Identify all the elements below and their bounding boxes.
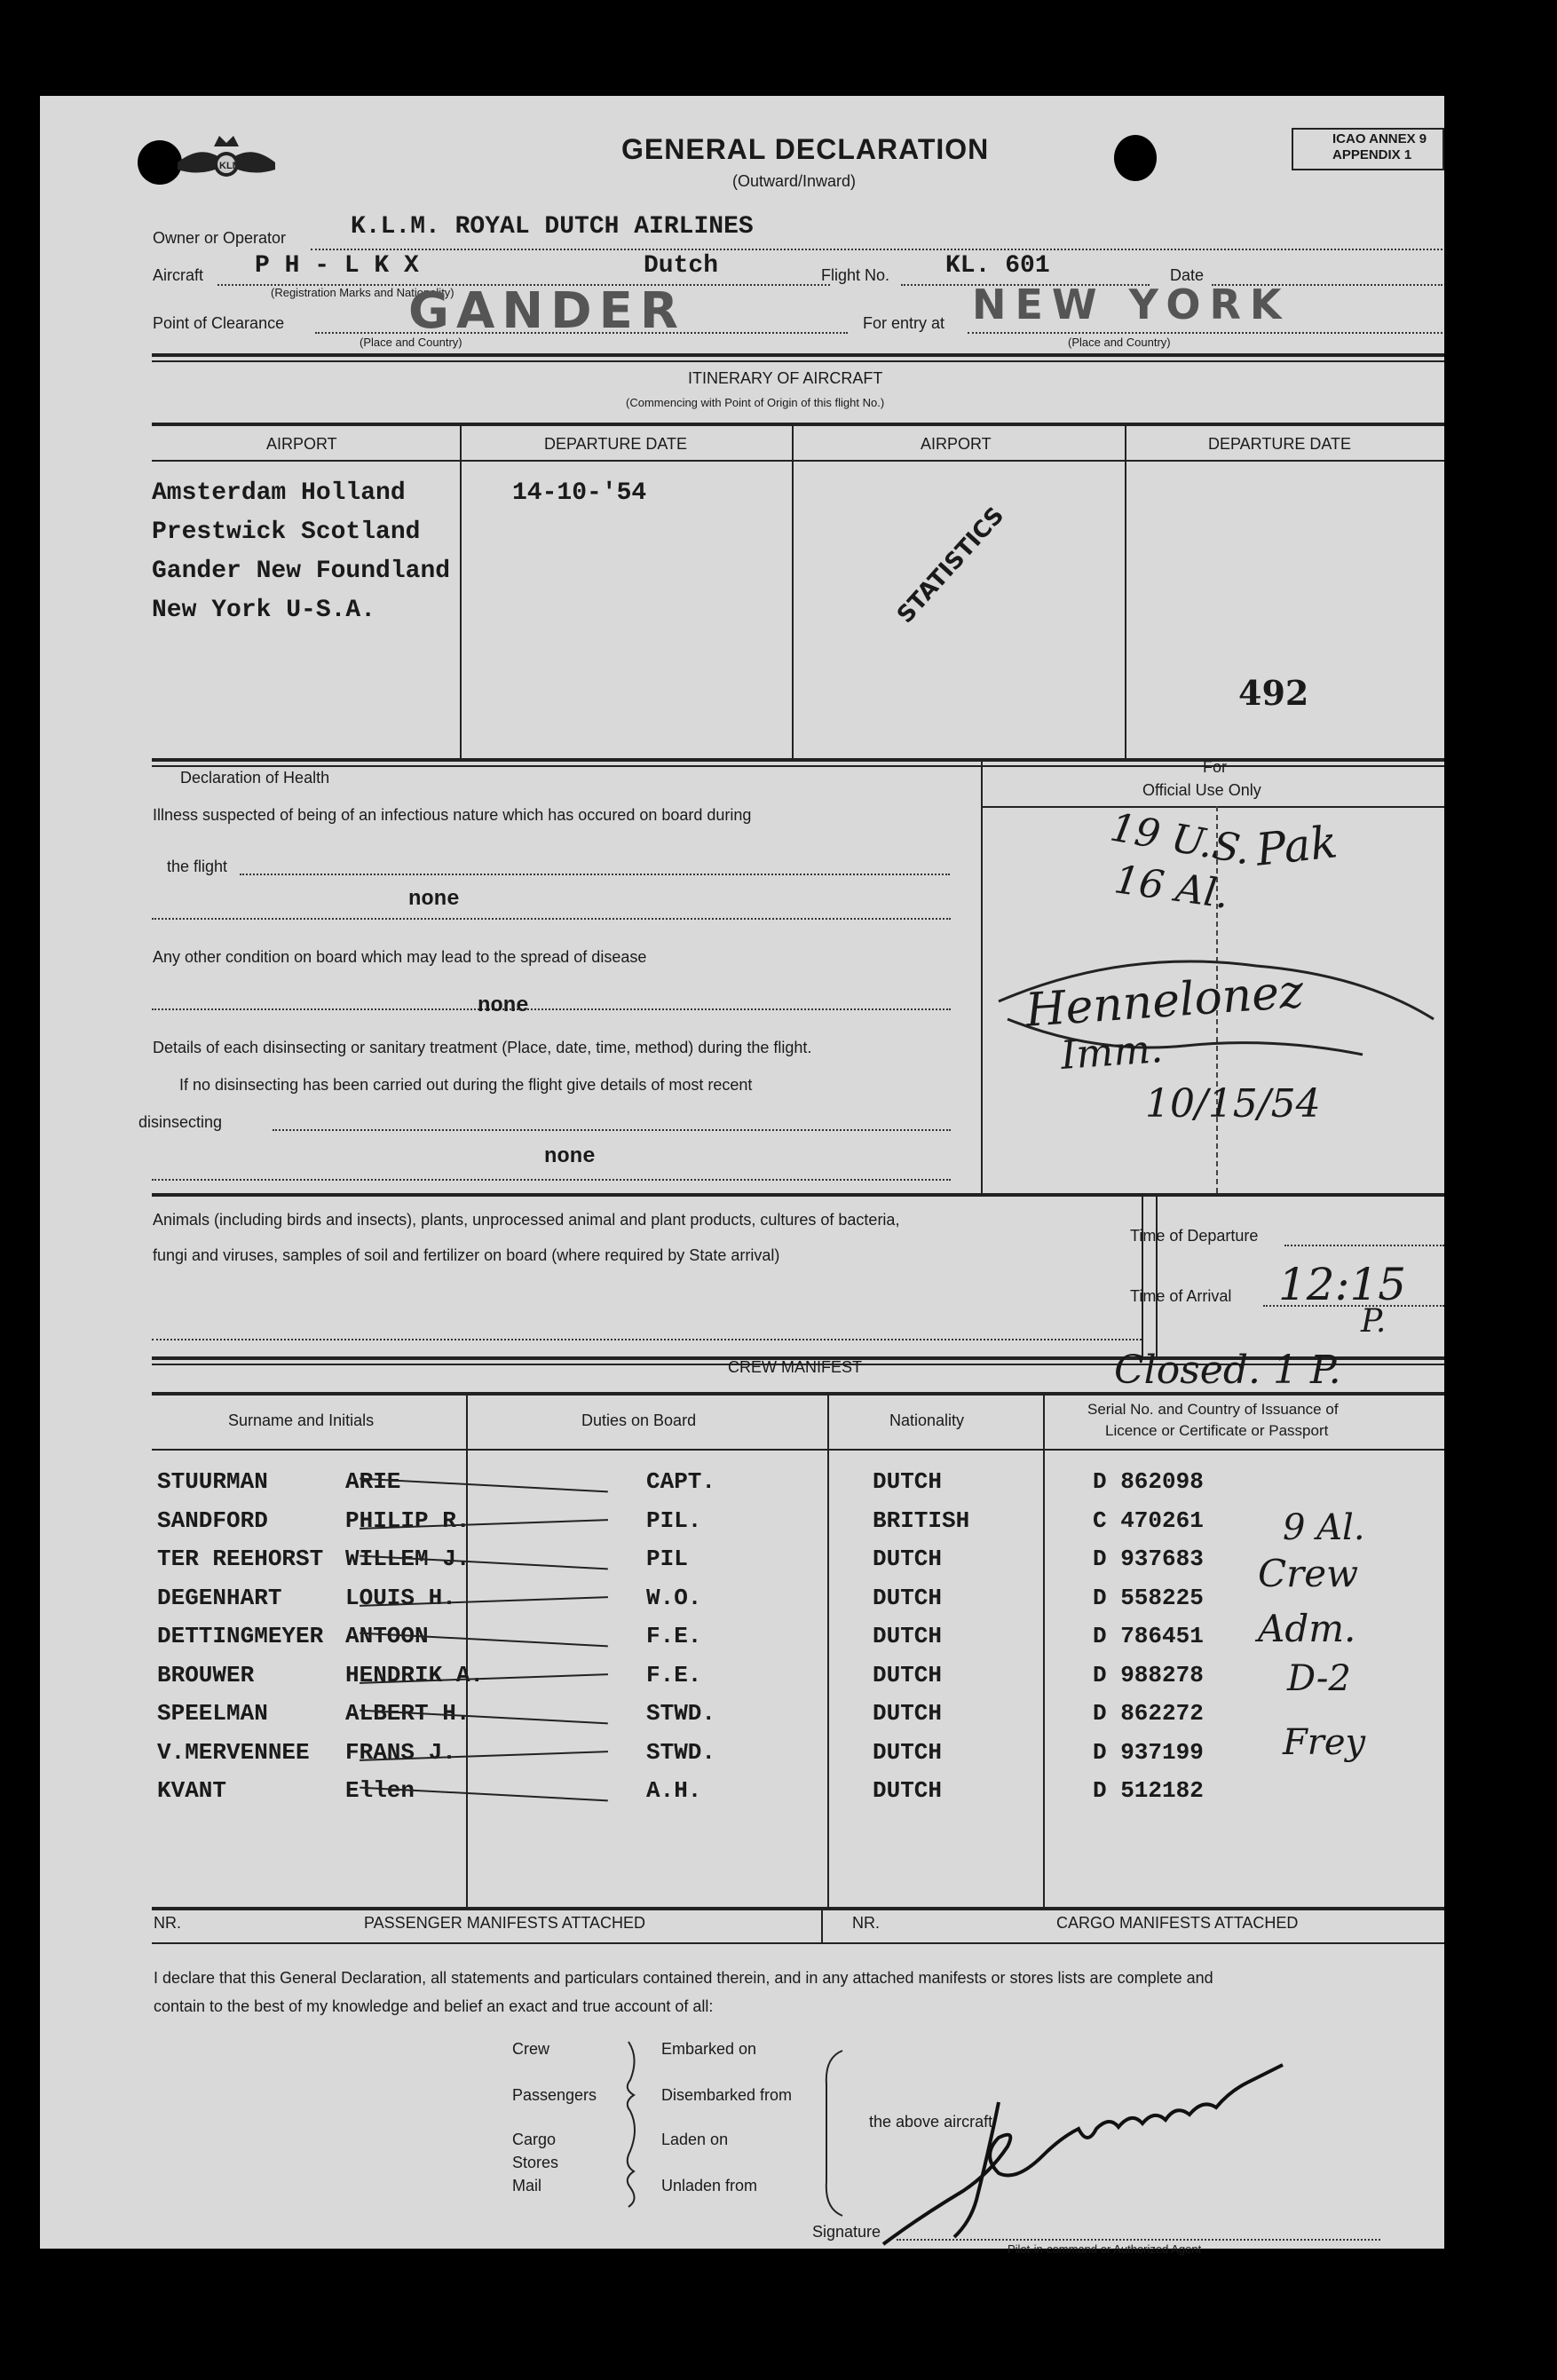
itinerary-airport: Amsterdam Holland [152,479,406,507]
crew-serial: D 937683 [1093,1546,1204,1572]
crew-duty: STWD. [646,1738,716,1766]
date-label: Date [1170,266,1205,284]
brace [621,2040,648,2209]
owner-label: Owner or Operator [153,229,287,247]
passenger-nr: NR. [154,1914,181,1932]
crew-duty: W.O. [646,1584,702,1611]
entry-label: For entry at [863,314,945,332]
place-caption-right: (Place and Country) [1068,336,1171,349]
clearance-label: Point of Clearance [153,314,285,332]
crew-given-name: WILLEM J. [345,1546,470,1572]
crew-duty: PIL [646,1546,688,1572]
rule [152,1907,1444,1910]
klm-logo [173,127,280,194]
crew-duty: CAPT. [646,1468,716,1495]
crew-serial: D 862272 [1093,1700,1204,1727]
health-q1-line2: the flight [167,858,228,875]
crew-header-surname: Surname and Initials [228,1411,375,1429]
pilot-signature [865,2040,1292,2253]
col-divider [460,423,462,758]
col-divider [1043,1392,1045,1907]
crew-nationality: DUTCH [873,1661,943,1688]
crew-given-name: ARIE [345,1468,401,1495]
flight-value: KL. 601 [945,252,1050,280]
crew-duty: A.H. [646,1777,702,1804]
itinerary-title: ITINERARY OF AIRCRAFT [688,369,883,387]
crew-nationality: BRITISH [873,1506,970,1534]
crew-serial: D 512182 [1093,1777,1204,1804]
crew-surname: TER REEHORST [157,1546,324,1572]
crew-surname: V.MERVENNEE [157,1738,310,1766]
annex-line1: ICAO ANNEX 9 [1332,131,1427,146]
crew-duty: PIL. [646,1506,702,1534]
declaration-item-crew: Crew [512,2040,550,2058]
itinerary-airport: Prestwick Scotland [152,518,421,546]
declaration-item-passengers: Passengers [512,2086,597,2104]
rule [152,1193,1444,1197]
aircraft-registration: P H - L K X [255,252,419,280]
arrival-time-value: 12:15 [1278,1259,1407,1310]
rule [981,806,1444,808]
crew-hand-note: Adm. [1258,1607,1356,1650]
owner-value: K.L.M. ROYAL DUTCH AIRLINES [351,213,754,241]
declaration-sheet [40,96,1444,2256]
header-departure-2: DEPARTURE DATE [1208,435,1352,453]
declaration-item-stores: Stores [512,2154,559,2171]
crew-given-name: PHILIP R. [345,1506,470,1534]
rule [152,1449,1444,1451]
declaration-embarked: Embarked on [661,2040,757,2058]
signature-label: Signature [812,2223,881,2241]
crew-header-serial-1: Serial No. and Country of Issuance of [1087,1401,1339,1418]
official-hand-sig3: Imm. [1059,1026,1165,1079]
health-title: Declaration of Health [180,769,330,787]
statistics-stamp: STATISTICS [892,502,1010,629]
crew-surname: DETTINGMEYER [157,1623,324,1649]
animals-line2: fungi and viruses, samples of soil and fertilizer on board (where required by State arrival) [153,1246,780,1264]
crew-nationality: DUTCH [873,1623,943,1649]
crew-duty: F.E. [646,1623,702,1649]
itinerary-number: 492 [1238,673,1309,713]
crew-given-name: ALBERT H. [345,1700,470,1727]
health-a2: none [478,994,529,1018]
arrival-time-label: Time of Arrival [1130,1287,1232,1305]
dotline [240,874,950,875]
dotline [1284,1245,1444,1246]
crew-header-duties: Duties on Board [581,1411,697,1429]
declaration-disembarked: Disembarked from [661,2086,793,2104]
declaration-unladen: Unladen from [661,2177,758,2194]
official-hand-date: 10/15/54 [1145,1081,1321,1127]
flight-label: Flight No. [821,266,890,284]
cargo-nr: NR. [852,1914,880,1932]
itinerary-departure-date: 14-10-'54 [512,479,647,507]
crew-serial: D 937199 [1093,1738,1204,1766]
owner-dotline [311,249,1442,250]
crew-serial: D 786451 [1093,1623,1204,1649]
crew-duty: STWD. [646,1700,716,1727]
itinerary-airport: Gander New Foundland [152,557,451,585]
crew-hand-note: Crew [1258,1552,1359,1595]
declaration-line2: contain to the best of my knowledge and belief an exact and true account of all: [154,1997,714,2015]
entry-dotline [968,332,1442,334]
crew-serial: D 558225 [1093,1584,1204,1611]
col-divider [1142,1197,1143,1356]
crew-surname: STUURMAN [157,1468,268,1495]
dotline [152,1008,951,1010]
rule [152,353,1444,357]
place-caption-left: (Place and Country) [360,336,462,349]
crew-nationality: DUTCH [873,1777,943,1804]
crew-hand-note: Frey [1283,1722,1366,1763]
health-a1: none [408,888,460,912]
crew-surname: DEGENHART [157,1584,282,1611]
signature-caption: Pilot-in-command or Authorized Agent [1008,2242,1202,2256]
dotline [273,1129,951,1131]
crew-nationality: DUTCH [873,1546,943,1572]
col-divider [1125,423,1126,758]
header-airport-1: AIRPORT [266,435,337,453]
declaration-line1: I declare that this General Declaration, all statements and particulars contained therein, and in any attached manifests or stores lists are complete and [154,1969,1213,1987]
punch-hole [1114,135,1157,181]
official-hand-sig1: Pak [1253,816,1340,876]
dotline [152,1339,1142,1340]
crew-serial: D 862098 [1093,1468,1204,1495]
rule [152,758,1444,762]
itinerary-airport: New York U-S.A. [152,597,376,624]
rule [152,423,1444,426]
rule [152,1942,1444,1944]
crew-hand-note: D-2 [1287,1658,1351,1699]
health-q3-line1: Details of each disinsecting or sanitary treatment (Place, date, time, method) during the flight. [153,1039,812,1056]
health-a3: none [544,1145,596,1169]
official-label-2: Official Use Only [1142,781,1261,799]
passenger-manifests-label: PASSENGER MANIFESTS ATTACHED [364,1914,646,1932]
crew-surname: BROUWER [157,1661,255,1688]
crew-given-name: ANTOON [345,1623,429,1649]
header-airport-2: AIRPORT [921,435,992,453]
official-hand-1: 19 U.S. [1106,804,1254,874]
crew-given-name: FRANS J. [345,1738,456,1766]
crew-title: CREW MANIFEST [728,1358,862,1376]
arrival-initial: P. [1361,1303,1387,1340]
header-departure-1: DEPARTURE DATE [544,435,688,453]
rule [152,1392,1444,1396]
crew-given-name: LOUIS H. [345,1584,456,1611]
crew-duty: F.E. [646,1661,702,1688]
crew-surname: KVANT [157,1777,227,1804]
rule [152,765,1444,767]
crew-serial: C 470261 [1093,1506,1204,1534]
rule [152,360,1444,362]
declaration-item-mail: Mail [512,2177,542,2194]
rule [152,460,1444,462]
closed-note: Closed. 1 P. [1114,1348,1341,1393]
registration-caption: (Registration Marks and Nationality) [271,286,454,299]
declaration-aircraft-text: the above aircraft [869,2113,993,2131]
clearance-value: GANDER [408,282,686,340]
col-divider [466,1392,468,1907]
col-divider [827,1392,829,1907]
annex-box [1292,128,1444,170]
aircraft-nationality: Dutch [644,252,719,280]
aircraft-label: Aircraft [153,266,204,284]
official-hand-2: 16 Al. [1111,857,1232,918]
crew-nationality: DUTCH [873,1700,943,1727]
crew-given-name: Ellen [345,1777,415,1804]
health-q3-line2: If no disinsecting has been carried out during the flight give details of most recent [179,1076,753,1094]
departure-time-label: Time of Departure [1130,1227,1259,1245]
bracket [821,2049,848,2218]
official-hand-sig2: Hennelonez [1024,965,1306,1038]
declaration-laden: Laden on [661,2131,729,2148]
itinerary-subtitle: (Commencing with Point of Origin of this flight No.) [626,396,885,409]
document-title: GENERAL DECLARATION [621,133,990,165]
col-divider [792,423,794,758]
crew-nationality: DUTCH [873,1468,943,1495]
annex-line2: APPENDIX 1 [1332,147,1412,162]
crew-surname: SPEELMAN [157,1700,268,1727]
dotline [152,1179,951,1181]
svg-text:KLM: KLM [219,161,241,171]
health-q2: Any other condition on board which may lead to the spread of disease [153,948,647,966]
crew-header-nationality: Nationality [889,1411,965,1429]
document-subtitle: (Outward/Inward) [732,172,857,190]
crew-given-name: HENDRIK A. [345,1661,485,1688]
crew-nationality: DUTCH [873,1738,943,1766]
crew-surname: SANDFORD [157,1506,268,1534]
entry-value: NEW YORK [972,281,1291,328]
col-divider [821,1907,823,1942]
health-q3-line3: disinsecting [138,1113,223,1131]
crew-nationality: DUTCH [873,1584,943,1611]
animals-line1: Animals (including birds and insects), plants, unprocessed animal and plant products, cultures of bacteria, [153,1211,900,1229]
dotline [152,918,951,920]
crew-hand-note: 9 Al. [1283,1507,1365,1548]
official-label-1: For [1203,758,1227,776]
crew-header-serial-2: Licence or Certificate or Passport [1105,1422,1329,1439]
col-divider [981,758,983,1193]
health-q1-line1: Illness suspected of being of an infectious nature which has occured on board during [153,806,752,824]
declaration-item-cargo: Cargo [512,2131,557,2148]
cargo-manifests-label: CARGO MANIFESTS ATTACHED [1056,1914,1299,1932]
crew-serial: D 988278 [1093,1661,1204,1688]
col-divider [1156,1197,1158,1356]
